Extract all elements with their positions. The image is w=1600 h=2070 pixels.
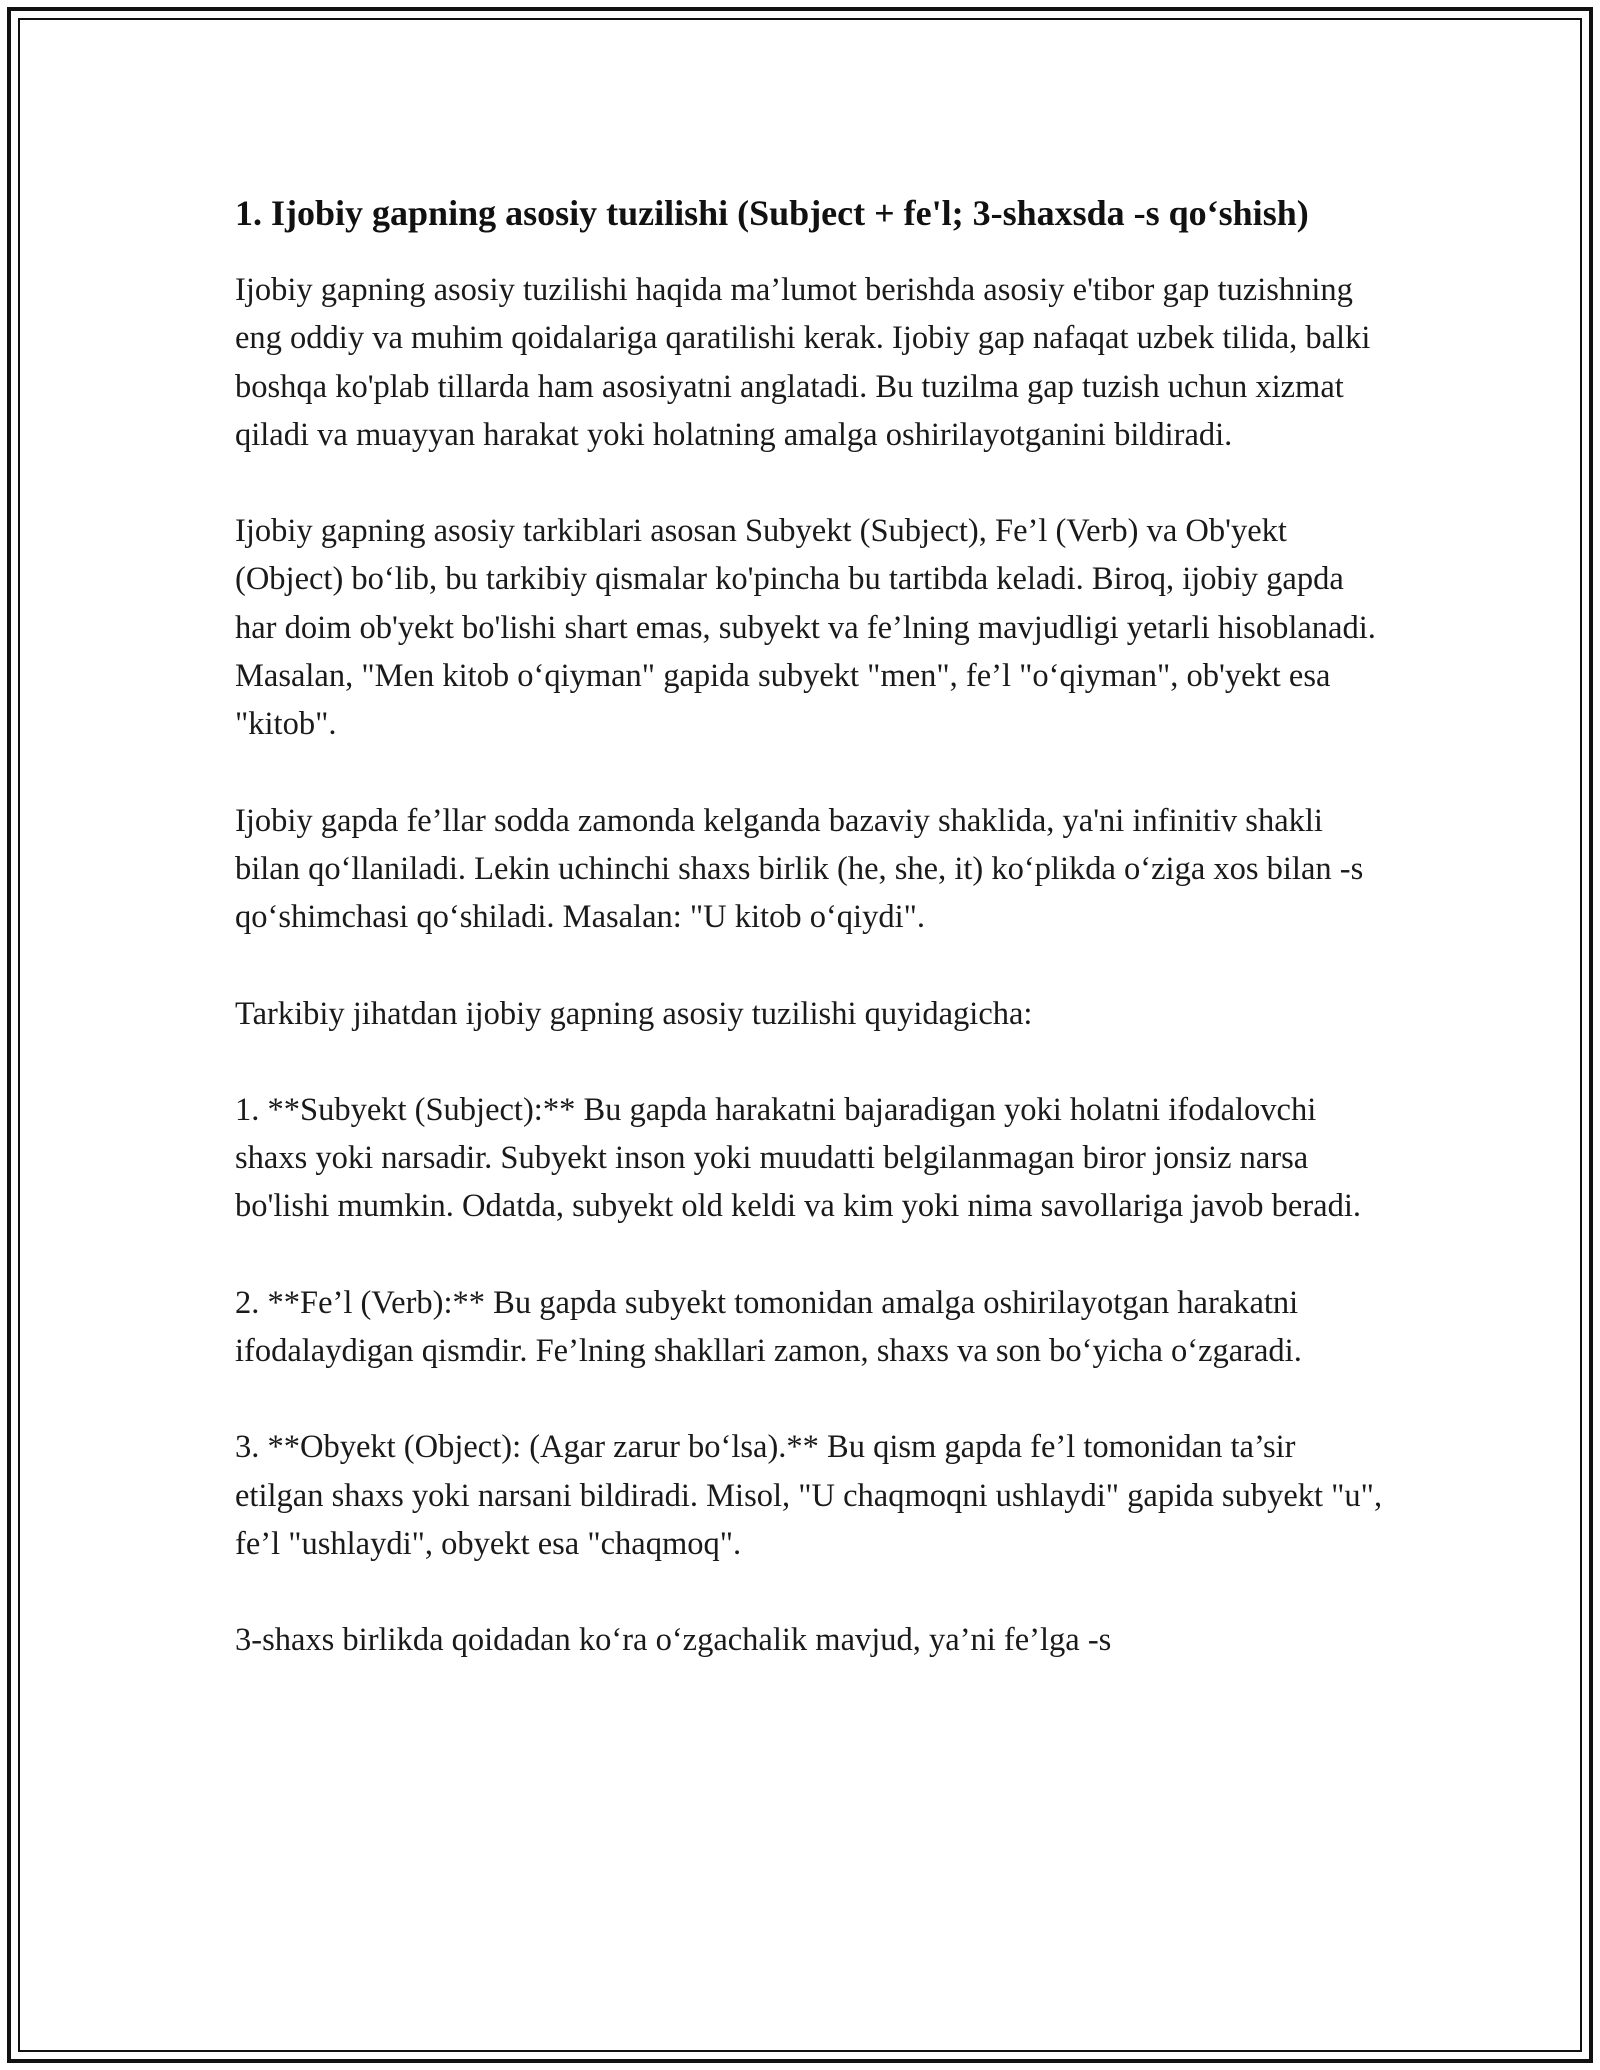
paragraph-components: Ijobiy gapning asosiy tarkiblari asosan Subyekt (Subject), Fe’l (Verb) va Ob'yekt (Object) bo‘lib, bu tarkibiy qismalar ko'pincha bu tartibda keladi. Biroq, ijobiy gapda har doim ob'yekt bo'lishi shart emas, subyekt va fe’lning mavjudligi yetarli hisoblanadi. Masalan, "Men kitob o‘qiyman" gapida subyekt "men", fe’l "o‘qiyman", ob'yekt esa "kitob". bbox=[235, 513, 1376, 743]
document-body bbox=[235, 186, 1385, 1713]
paragraph-verb-forms: Ijobiy gapda fe’llar sodda zamonda kelganda bazaviy shaklida, ya'ni infinitiv shakli bilan qo‘llaniladi. Lekin uchinchi shaxs birlik (he, she, it) ko‘plikda o‘ziga xos bilan -s qo‘shimchasi qo‘shiladi. Masalan: "U kitob o‘qiydi". bbox=[235, 802, 1364, 936]
list-item-object: 3. **Obyekt (Object): (Agar zarur bo‘lsa).** Bu qism gapda fe’l tomonidan ta’sir etilgan shaxs yoki narsani bildiradi. Misol, "U chaqmoqni ushlaydi" gapida subyekt "u", fe’l "ushlaydi", obyekt esa "chaqmoq". bbox=[235, 1429, 1383, 1562]
list-item-verb: 2. **Fe’l (Verb):** Bu gapda subyekt tomonidan amalga oshirilayotgan harakatni ifodalaydigan qismdir. Fe’lning shakllari zamon, shaxs va son bo‘yicha o‘zgaradi. bbox=[235, 1284, 1302, 1370]
list-item-subject: 1. **Subyekt (Subject):** Bu gapda harakatni bajaradigan yoki holatni ifodalovchi shaxs yoki narsadir. Subyekt inson yoki muudatti belgilanmagan biror jonsiz narsa bo'lishi mumkin. Odatda, subyekt old keldi va kim yoki nima savollariga javob beradi. bbox=[235, 1091, 1362, 1225]
paragraph-structure-intro: Tarkibiy jihatdan ijobiy gapning asosiy tuzilishi quyidagicha: bbox=[235, 995, 1033, 1032]
paragraph-intro: Ijobiy gapning asosiy tuzilishi haqida ma’lumot berishda asosiy e'tibor gap tuzishning eng oddiy va muhim qoidalariga qaratilishi kerak. Ijobiy gap nafaqat uzbek tilida, balki boshqa ko'plab tillarda ham asosiyatni anglatadi. Bu tuzilma gap tuzish uchun xizmat qiladi va muayyan harakat yoki holatning amalga oshirilayotganini bildiradi. bbox=[235, 272, 1371, 453]
paragraph-third-person: 3-shaxs birlikda qoidadan ko‘ra o‘zgachalik mavjud, ya’ni fe’lga -s bbox=[235, 1622, 1112, 1659]
section-heading: 1. Ijobiy gapning asosiy tuzilishi (Subject + fe'l; 3-shaxsda -s qo‘shish) bbox=[235, 193, 1309, 233]
